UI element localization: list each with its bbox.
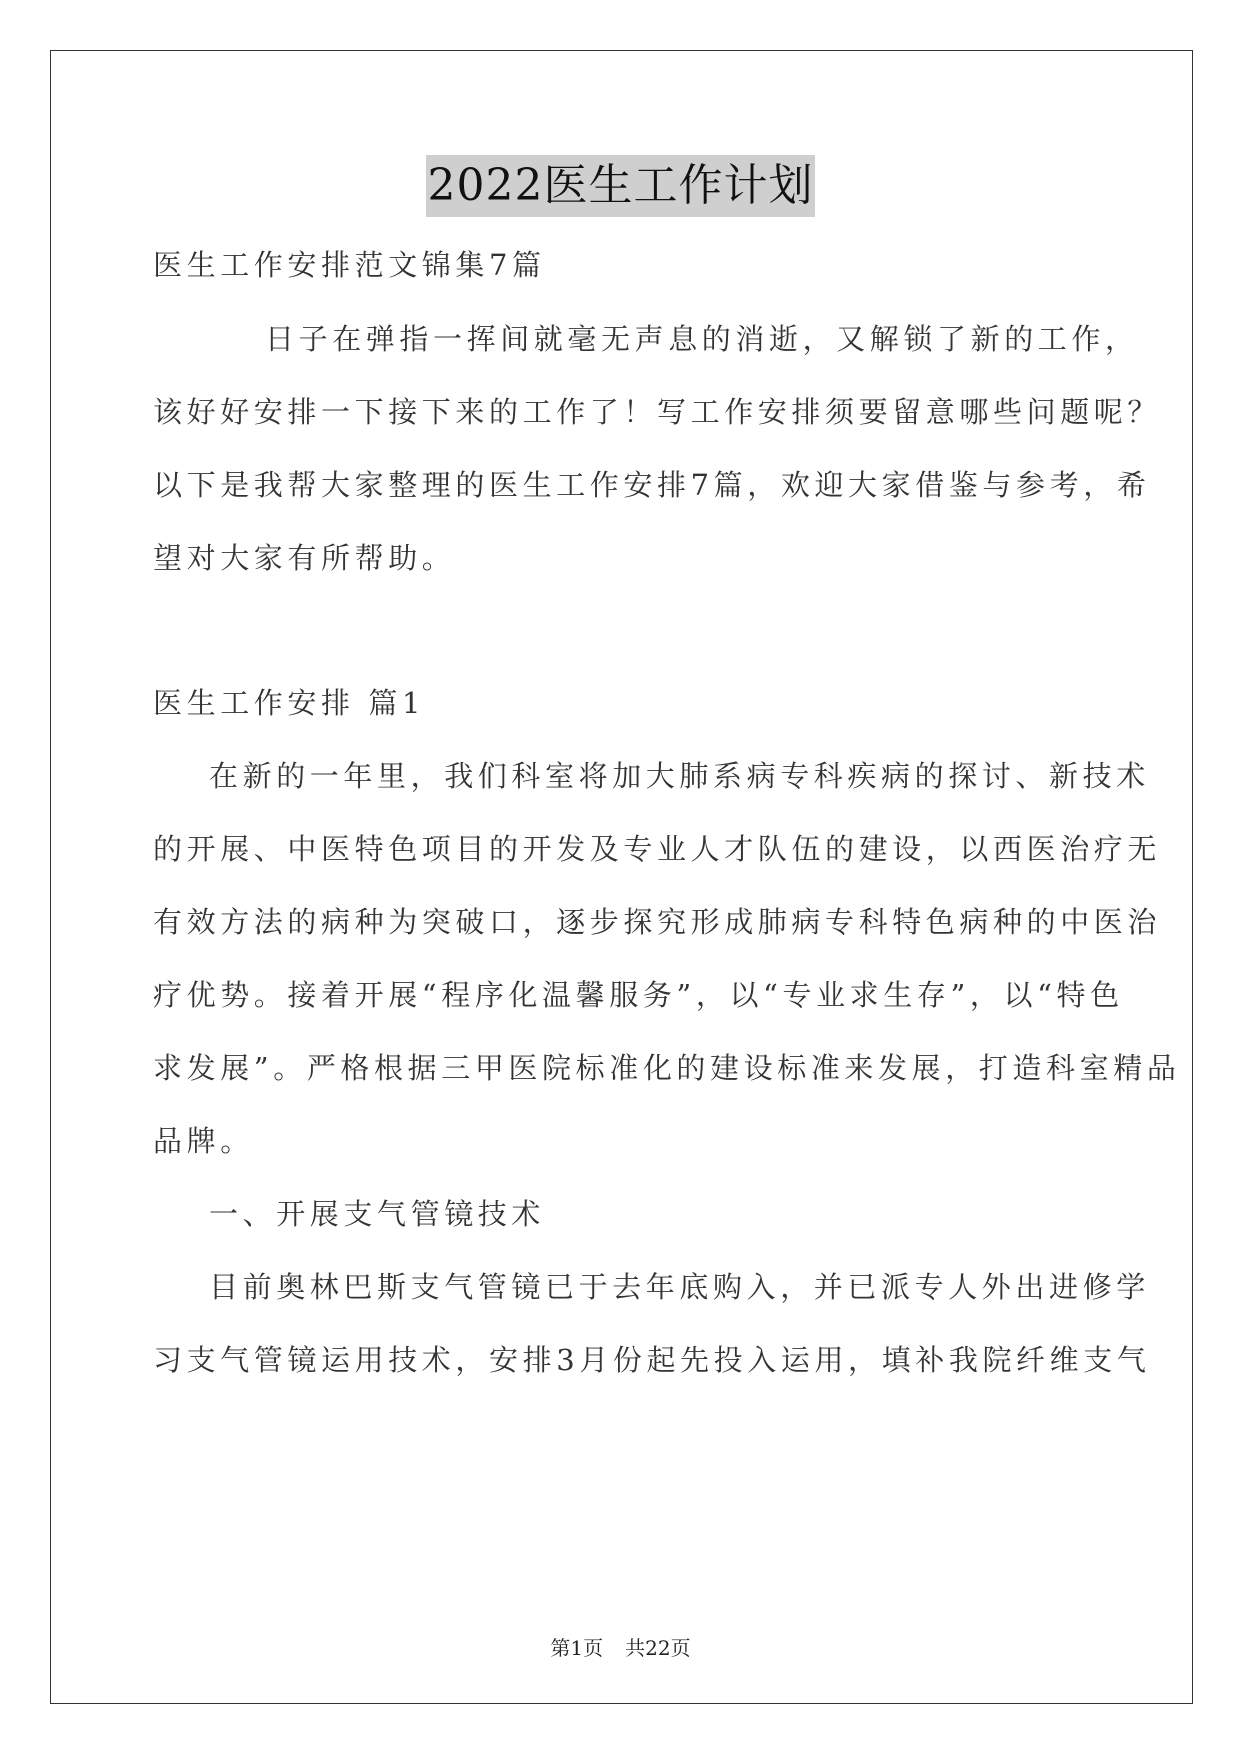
intro-line-4: 望对大家有所帮助。 (153, 541, 456, 575)
page-border (50, 50, 1193, 1704)
paragraph-line-2: 的开展、中医特色项目的开发及专业人才队伍的建设，以西医治疗无 (153, 832, 1162, 866)
paragraph-line-5: 求发展”。严格根据三甲医院标准化的建设标准来发展，打造科室精品 (153, 1051, 1181, 1085)
intro-line-2: 该好好安排一下接下来的工作了！写工作安排须要留意哪些问题呢？ (153, 395, 1162, 429)
paragraph-line-6: 品牌。 (153, 1124, 254, 1158)
page-number: 第1页 (550, 1636, 604, 1660)
intro-line-3: 以下是我帮大家整理的医生工作安排7篇，欢迎大家借鉴与参考，希 (153, 468, 1151, 502)
title-container (0, 155, 1241, 217)
paragraph-line-1: 在新的一年里，我们科室将加大肺系病专科疾病的探讨、新技术 (209, 759, 1150, 793)
document-title: 2022医生工作计划 (426, 155, 816, 217)
section-heading: 医生工作安排 篇1 (153, 686, 426, 720)
paragraph2-line-1: 目前奥林巴斯支气管镜已于去年底购入，并已派专人外出进修学 (209, 1270, 1150, 1304)
subtitle-line: 医生工作安排范文锦集7篇 (153, 248, 546, 282)
paragraph-line-4: 疗优势。接着开展“程序化温馨服务”，以“专业求生存”，以“特色 (153, 978, 1124, 1012)
paragraph-line-3: 有效方法的病种为突破口，逐步探究形成肺病专科特色病种的中医治 (153, 905, 1162, 939)
paragraph2-line-2: 习支气管镜运用技术，安排3月份起先投入运用，填补我院纤维支气 (153, 1343, 1151, 1377)
intro-line-1: 日子在弹指一挥间就毫无声息的消逝，又解锁了新的工作， (265, 322, 1139, 356)
subsection-heading: 一、开展支气管镜技术 (209, 1197, 546, 1231)
page-total: 共22页 (625, 1636, 691, 1660)
page-footer (0, 1632, 1241, 1661)
